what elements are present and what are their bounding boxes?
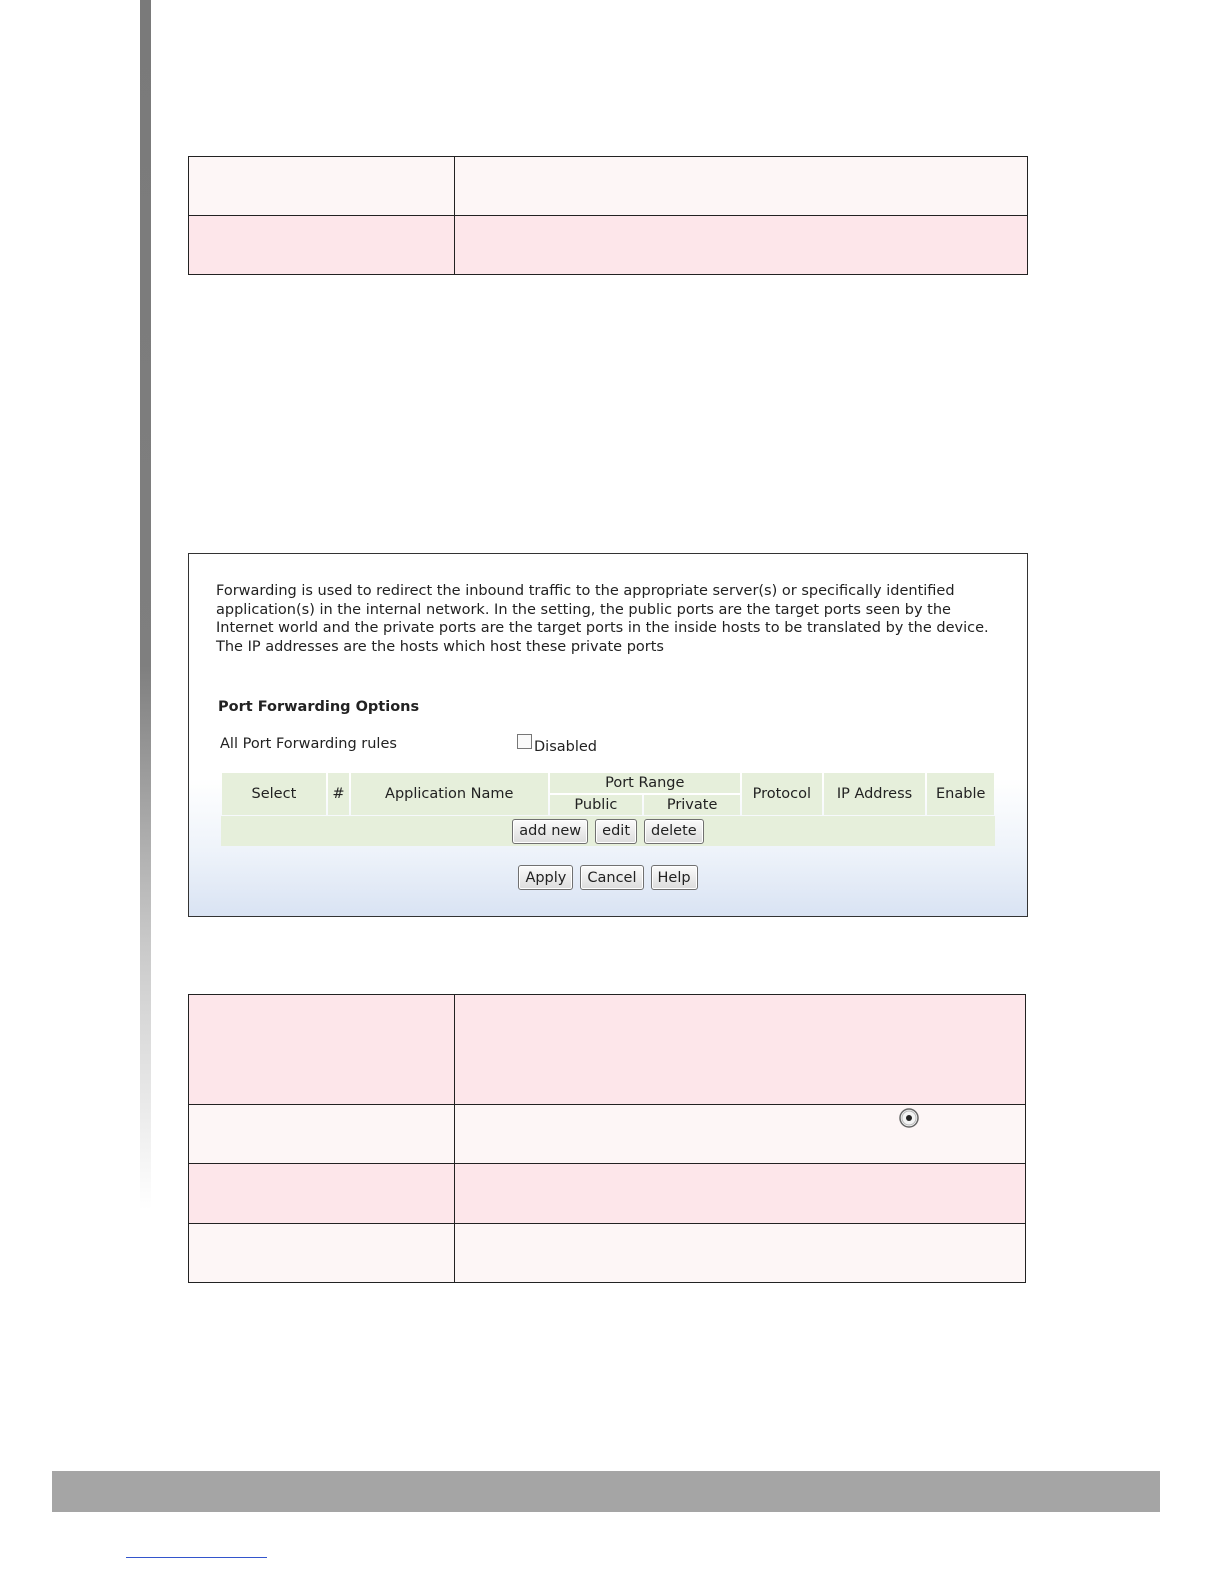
port-forwarding-table: [220, 773, 996, 815]
disabled-toggle[interactable]: [517, 734, 597, 755]
apply-button[interactable]: Apply: [518, 865, 573, 890]
top-table-row-2: [189, 216, 1028, 275]
bottom-table-cell: [189, 1224, 455, 1283]
col-ip-address: IP Address: [824, 773, 926, 815]
top-table-cell: [455, 157, 1028, 216]
footer-link-underline[interactable]: [126, 1557, 267, 1558]
bottom-table-row-1: [189, 995, 1026, 1105]
all-rules-label: All Port Forwarding rules: [220, 736, 397, 752]
bottom-table-cell: [455, 1164, 1026, 1224]
action-row: [221, 816, 995, 846]
col-private: Private: [644, 795, 740, 815]
bottom-table-row-3: [189, 1164, 1026, 1224]
port-forwarding-panel: [188, 553, 1028, 917]
add-new-button[interactable]: add new: [512, 819, 588, 844]
col-port-range: Port Range: [550, 773, 740, 795]
bottom-table-row-4: [189, 1224, 1026, 1283]
col-enable: Enable: [927, 773, 994, 815]
help-button[interactable]: Help: [651, 865, 698, 890]
top-table-cell: [189, 216, 455, 275]
footer-bar: [52, 1471, 1160, 1512]
bottom-table-cell: [455, 995, 1026, 1105]
form-buttons: [189, 865, 1027, 890]
col-number: #: [328, 773, 349, 815]
top-table-row-1: [189, 157, 1028, 216]
top-info-table: [188, 156, 1028, 275]
top-table-cell: [455, 216, 1028, 275]
edit-button[interactable]: edit: [595, 819, 637, 844]
bottom-table-cell: [455, 1224, 1026, 1283]
disabled-checkbox[interactable]: [517, 734, 532, 749]
page-side-bar: [140, 0, 151, 1210]
disabled-label: Disabled: [534, 739, 597, 755]
bottom-table-cell: [455, 1105, 1026, 1164]
top-table-cell: [189, 157, 455, 216]
cancel-button[interactable]: Cancel: [580, 865, 643, 890]
intro-text: Forwarding is used to redirect the inbound traffic to the appropriate server(s) or specifically identified application(s) in the internal network. In the setting, the public ports are the target ports seen by the Internet world and the private ports are the target ports in the inside hosts to be translated by the device. The IP addresses are the hosts which host these private ports: [216, 583, 989, 655]
bottom-info-table: [188, 994, 1026, 1283]
options-title: Port Forwarding Options: [218, 699, 420, 715]
col-select: Select: [222, 773, 326, 815]
delete-button[interactable]: delete: [644, 819, 704, 844]
col-public: Public: [550, 795, 643, 815]
bottom-table-cell: [189, 1164, 455, 1224]
bottom-table-cell: [189, 995, 455, 1105]
col-application-name: Application Name: [351, 773, 548, 815]
col-protocol: Protocol: [742, 773, 822, 815]
bottom-table-cell: [189, 1105, 455, 1164]
radio-button-icon[interactable]: [898, 1107, 920, 1129]
